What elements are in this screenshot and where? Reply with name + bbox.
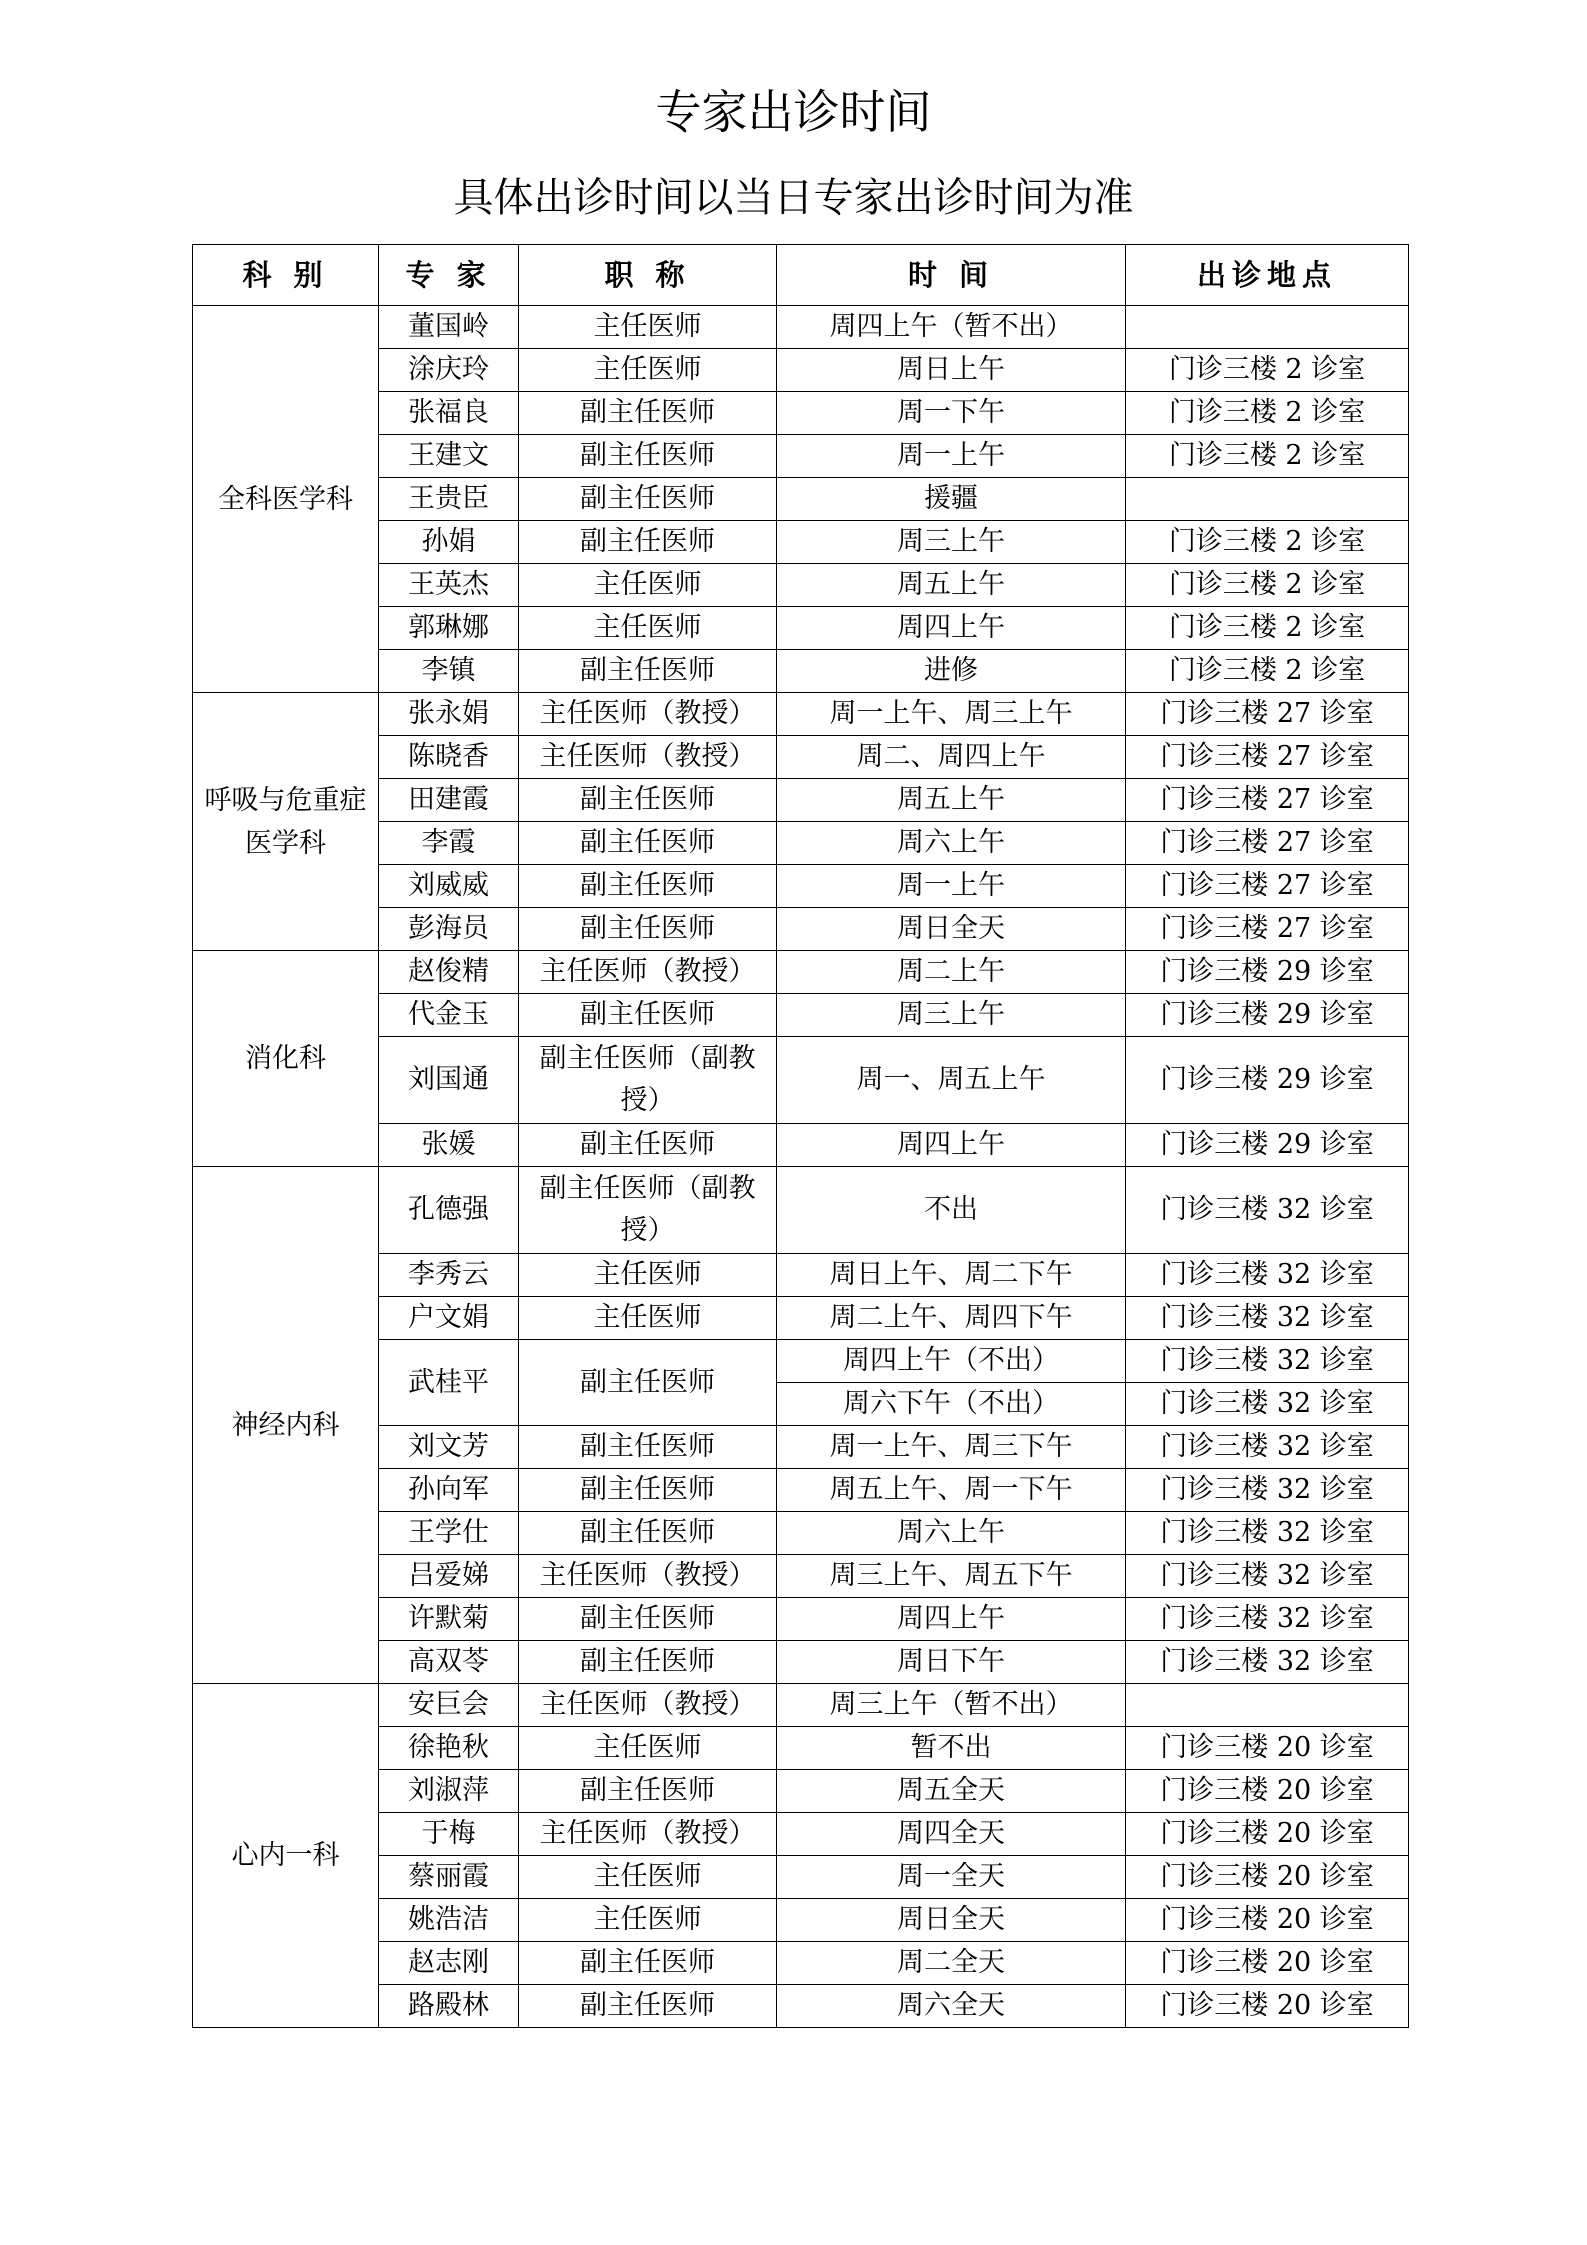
expert-name: 李秀云 bbox=[379, 1254, 519, 1297]
clinic-place bbox=[1126, 306, 1409, 349]
expert-name: 刘淑萍 bbox=[379, 1770, 519, 1813]
expert-rank: 主任医师（教授） bbox=[519, 693, 777, 736]
expert-name: 郭琳娜 bbox=[379, 607, 519, 650]
expert-name: 赵志刚 bbox=[379, 1942, 519, 1985]
expert-rank: 主任医师（教授） bbox=[519, 1684, 777, 1727]
clinic-time: 周四上午（不出） bbox=[777, 1340, 1126, 1383]
header-row bbox=[193, 245, 1409, 306]
expert-name: 陈晓香 bbox=[379, 736, 519, 779]
expert-name: 许默菊 bbox=[379, 1598, 519, 1641]
expert-rank: 副主任医师 bbox=[519, 1598, 777, 1641]
expert-rank: 主任医师 bbox=[519, 564, 777, 607]
clinic-time: 周三上午 bbox=[777, 521, 1126, 564]
clinic-time: 周四全天 bbox=[777, 1813, 1126, 1856]
expert-name: 户文娟 bbox=[379, 1297, 519, 1340]
table-header bbox=[193, 245, 1409, 306]
expert-rank: 副主任医师 bbox=[519, 1770, 777, 1813]
clinic-time: 进修 bbox=[777, 650, 1126, 693]
expert-name: 高双苓 bbox=[379, 1641, 519, 1684]
expert-name: 刘文芳 bbox=[379, 1426, 519, 1469]
clinic-place: 门诊三楼 27 诊室 bbox=[1126, 736, 1409, 779]
clinic-time: 周日全天 bbox=[777, 908, 1126, 951]
expert-rank: 副主任医师（副教授） bbox=[519, 1167, 777, 1254]
clinic-place: 门诊三楼 32 诊室 bbox=[1126, 1555, 1409, 1598]
clinic-place: 门诊三楼 20 诊室 bbox=[1126, 1727, 1409, 1770]
expert-name: 路殿林 bbox=[379, 1985, 519, 2028]
clinic-place: 门诊三楼 29 诊室 bbox=[1126, 1037, 1409, 1124]
clinic-time: 暂不出 bbox=[777, 1727, 1126, 1770]
expert-rank: 主任医师 bbox=[519, 1727, 777, 1770]
clinic-place: 门诊三楼 27 诊室 bbox=[1126, 822, 1409, 865]
expert-name: 王英杰 bbox=[379, 564, 519, 607]
expert-name: 王贵臣 bbox=[379, 478, 519, 521]
expert-name: 刘威威 bbox=[379, 865, 519, 908]
clinic-place: 门诊三楼 20 诊室 bbox=[1126, 1770, 1409, 1813]
dept-cell: 呼吸与危重症医学科 bbox=[193, 693, 379, 951]
clinic-time: 周五全天 bbox=[777, 1770, 1126, 1813]
header-place: 出诊地点 bbox=[1126, 245, 1409, 306]
expert-rank: 副主任医师（副教授） bbox=[519, 1037, 777, 1124]
clinic-place bbox=[1126, 1684, 1409, 1727]
expert-name: 李镇 bbox=[379, 650, 519, 693]
expert-name: 孔德强 bbox=[379, 1167, 519, 1254]
expert-name: 刘国通 bbox=[379, 1037, 519, 1124]
clinic-time: 周日全天 bbox=[777, 1899, 1126, 1942]
expert-rank: 副主任医师 bbox=[519, 1641, 777, 1684]
clinic-place: 门诊三楼 32 诊室 bbox=[1126, 1254, 1409, 1297]
clinic-time: 周四上午（暂不出） bbox=[777, 306, 1126, 349]
expert-name: 张永娟 bbox=[379, 693, 519, 736]
expert-name: 代金玉 bbox=[379, 994, 519, 1037]
expert-name: 李霞 bbox=[379, 822, 519, 865]
expert-rank: 主任医师 bbox=[519, 306, 777, 349]
expert-rank: 副主任医师 bbox=[519, 822, 777, 865]
expert-name: 吕爱娣 bbox=[379, 1555, 519, 1598]
expert-rank: 副主任医师 bbox=[519, 994, 777, 1037]
clinic-place: 门诊三楼 32 诊室 bbox=[1126, 1512, 1409, 1555]
header-expert: 专 家 bbox=[379, 245, 519, 306]
clinic-place: 门诊三楼 32 诊室 bbox=[1126, 1167, 1409, 1254]
clinic-place: 门诊三楼 27 诊室 bbox=[1126, 908, 1409, 951]
clinic-time: 周六上午 bbox=[777, 822, 1126, 865]
expert-rank: 副主任医师 bbox=[519, 865, 777, 908]
clinic-time: 周二、周四上午 bbox=[777, 736, 1126, 779]
expert-name: 彭海员 bbox=[379, 908, 519, 951]
clinic-time: 周日下午 bbox=[777, 1641, 1126, 1684]
expert-rank: 副主任医师 bbox=[519, 779, 777, 822]
clinic-place: 门诊三楼 2 诊室 bbox=[1126, 650, 1409, 693]
expert-name: 涂庆玲 bbox=[379, 349, 519, 392]
clinic-place: 门诊三楼 2 诊室 bbox=[1126, 392, 1409, 435]
expert-name: 孙娟 bbox=[379, 521, 519, 564]
expert-name: 武桂平 bbox=[379, 1340, 519, 1426]
clinic-time: 周一上午、周三下午 bbox=[777, 1426, 1126, 1469]
clinic-place: 门诊三楼 32 诊室 bbox=[1126, 1340, 1409, 1383]
clinic-time: 周一上午 bbox=[777, 865, 1126, 908]
clinic-place: 门诊三楼 27 诊室 bbox=[1126, 693, 1409, 736]
expert-rank: 主任医师 bbox=[519, 1856, 777, 1899]
page-title: 专家出诊时间 bbox=[655, 85, 932, 139]
expert-rank: 主任医师 bbox=[519, 1899, 777, 1942]
expert-rank: 主任医师（教授） bbox=[519, 951, 777, 994]
expert-rank: 副主任医师 bbox=[519, 1124, 777, 1167]
clinic-place: 门诊三楼 2 诊室 bbox=[1126, 435, 1409, 478]
clinic-place: 门诊三楼 29 诊室 bbox=[1126, 994, 1409, 1037]
clinic-time: 周一下午 bbox=[777, 392, 1126, 435]
clinic-time: 周一、周五上午 bbox=[777, 1037, 1126, 1124]
table-row bbox=[193, 306, 1409, 349]
expert-rank: 副主任医师 bbox=[519, 1512, 777, 1555]
header-dept: 科 别 bbox=[193, 245, 379, 306]
table-row bbox=[193, 693, 1409, 736]
expert-rank: 主任医师（教授） bbox=[519, 1813, 777, 1856]
clinic-place: 门诊三楼 27 诊室 bbox=[1126, 779, 1409, 822]
clinic-time: 援疆 bbox=[777, 478, 1126, 521]
clinic-time: 周三上午（暂不出） bbox=[777, 1684, 1126, 1727]
clinic-time: 周五上午 bbox=[777, 779, 1126, 822]
expert-name: 田建霞 bbox=[379, 779, 519, 822]
clinic-place: 门诊三楼 2 诊室 bbox=[1126, 349, 1409, 392]
expert-rank: 副主任医师 bbox=[519, 1942, 777, 1985]
expert-rank: 主任医师 bbox=[519, 349, 777, 392]
clinic-time: 周五上午 bbox=[777, 564, 1126, 607]
header-time: 时 间 bbox=[777, 245, 1126, 306]
expert-rank: 副主任医师 bbox=[519, 392, 777, 435]
clinic-time: 周二全天 bbox=[777, 1942, 1126, 1985]
expert-name: 董国岭 bbox=[379, 306, 519, 349]
expert-rank: 主任医师 bbox=[519, 1254, 777, 1297]
dept-cell: 神经内科 bbox=[193, 1167, 379, 1684]
expert-name: 王学仕 bbox=[379, 1512, 519, 1555]
clinic-place: 门诊三楼 20 诊室 bbox=[1126, 1985, 1409, 2028]
clinic-time: 周一上午 bbox=[777, 435, 1126, 478]
clinic-time: 不出 bbox=[777, 1167, 1126, 1254]
dept-cell: 消化科 bbox=[193, 951, 379, 1167]
expert-rank: 副主任医师 bbox=[519, 1469, 777, 1512]
page-subtitle: 具体出诊时间以当日专家出诊时间为准 bbox=[453, 175, 1134, 221]
clinic-place: 门诊三楼 32 诊室 bbox=[1126, 1641, 1409, 1684]
table-row bbox=[193, 951, 1409, 994]
expert-name: 张福良 bbox=[379, 392, 519, 435]
expert-name: 徐艳秋 bbox=[379, 1727, 519, 1770]
expert-rank: 副主任医师 bbox=[519, 908, 777, 951]
expert-rank: 主任医师（教授） bbox=[519, 736, 777, 779]
expert-name: 姚浩洁 bbox=[379, 1899, 519, 1942]
clinic-place: 门诊三楼 2 诊室 bbox=[1126, 607, 1409, 650]
expert-rank: 副主任医师 bbox=[519, 521, 777, 564]
clinic-time: 周六上午 bbox=[777, 1512, 1126, 1555]
clinic-time: 周三上午、周五下午 bbox=[777, 1555, 1126, 1598]
table-row bbox=[193, 1167, 1409, 1254]
clinic-time: 周二上午 bbox=[777, 951, 1126, 994]
clinic-time: 周日上午、周二下午 bbox=[777, 1254, 1126, 1297]
expert-rank: 副主任医师 bbox=[519, 1985, 777, 2028]
clinic-time: 周四上午 bbox=[777, 1124, 1126, 1167]
table-row bbox=[193, 1684, 1409, 1727]
schedule-table bbox=[192, 244, 1409, 2028]
clinic-place: 门诊三楼 2 诊室 bbox=[1126, 521, 1409, 564]
table-body bbox=[193, 306, 1409, 2028]
clinic-time: 周四上午 bbox=[777, 607, 1126, 650]
clinic-time: 周三上午 bbox=[777, 994, 1126, 1037]
expert-rank: 主任医师 bbox=[519, 1297, 777, 1340]
clinic-place: 门诊三楼 32 诊室 bbox=[1126, 1297, 1409, 1340]
expert-name: 孙向军 bbox=[379, 1469, 519, 1512]
clinic-time: 周一上午、周三上午 bbox=[777, 693, 1126, 736]
expert-name: 安巨会 bbox=[379, 1684, 519, 1727]
clinic-place: 门诊三楼 32 诊室 bbox=[1126, 1383, 1409, 1426]
clinic-place: 门诊三楼 20 诊室 bbox=[1126, 1856, 1409, 1899]
clinic-time: 周二上午、周四下午 bbox=[777, 1297, 1126, 1340]
clinic-time: 周五上午、周一下午 bbox=[777, 1469, 1126, 1512]
expert-name: 赵俊精 bbox=[379, 951, 519, 994]
clinic-time: 周一全天 bbox=[777, 1856, 1126, 1899]
expert-rank: 副主任医师 bbox=[519, 650, 777, 693]
clinic-place: 门诊三楼 27 诊室 bbox=[1126, 865, 1409, 908]
expert-rank: 副主任医师 bbox=[519, 1426, 777, 1469]
clinic-place: 门诊三楼 29 诊室 bbox=[1126, 951, 1409, 994]
clinic-place: 门诊三楼 20 诊室 bbox=[1126, 1813, 1409, 1856]
expert-rank: 主任医师（教授） bbox=[519, 1555, 777, 1598]
expert-rank: 副主任医师 bbox=[519, 478, 777, 521]
dept-cell: 心内一科 bbox=[193, 1684, 379, 2028]
expert-rank: 副主任医师 bbox=[519, 435, 777, 478]
clinic-time: 周四上午 bbox=[777, 1598, 1126, 1641]
clinic-place: 门诊三楼 20 诊室 bbox=[1126, 1899, 1409, 1942]
clinic-place: 门诊三楼 29 诊室 bbox=[1126, 1124, 1409, 1167]
clinic-place: 门诊三楼 2 诊室 bbox=[1126, 564, 1409, 607]
dept-cell: 全科医学科 bbox=[193, 306, 379, 693]
clinic-time: 周日上午 bbox=[777, 349, 1126, 392]
expert-name: 张媛 bbox=[379, 1124, 519, 1167]
expert-name: 于梅 bbox=[379, 1813, 519, 1856]
clinic-place: 门诊三楼 32 诊室 bbox=[1126, 1469, 1409, 1512]
expert-name: 王建文 bbox=[379, 435, 519, 478]
expert-rank: 主任医师 bbox=[519, 607, 777, 650]
clinic-time: 周六全天 bbox=[777, 1985, 1126, 2028]
expert-name: 蔡丽霞 bbox=[379, 1856, 519, 1899]
clinic-place: 门诊三楼 32 诊室 bbox=[1126, 1598, 1409, 1641]
clinic-place: 门诊三楼 32 诊室 bbox=[1126, 1426, 1409, 1469]
header-rank: 职 称 bbox=[519, 245, 777, 306]
expert-rank: 副主任医师 bbox=[519, 1340, 777, 1426]
clinic-time: 周六下午（不出） bbox=[777, 1383, 1126, 1426]
clinic-place: 门诊三楼 20 诊室 bbox=[1126, 1942, 1409, 1985]
clinic-place bbox=[1126, 478, 1409, 521]
